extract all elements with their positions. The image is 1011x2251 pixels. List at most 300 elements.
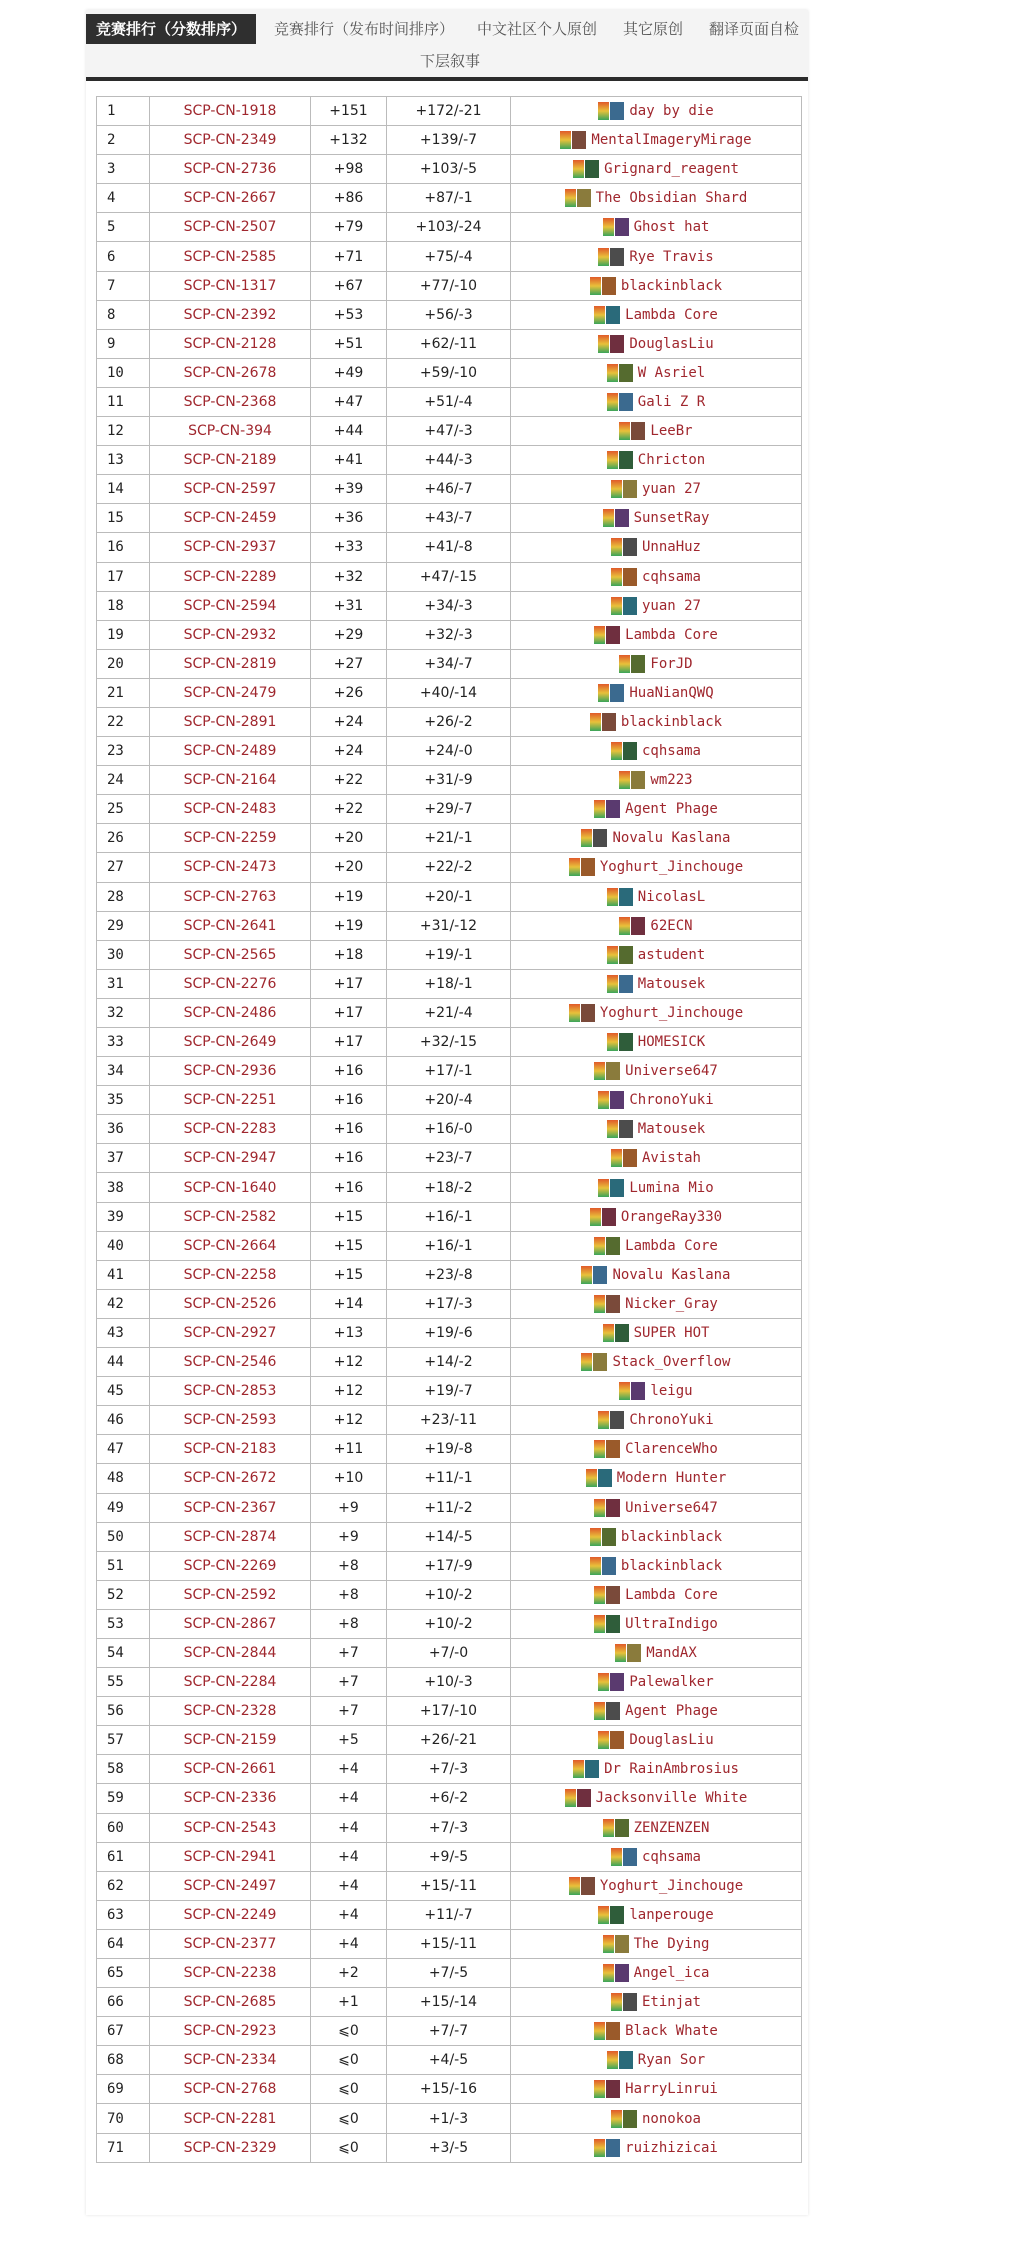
article-link[interactable]: SCP-CN-2249 <box>150 1900 311 1929</box>
rank-cell: 11 <box>97 387 150 416</box>
author-link[interactable]: Dr RainAmbrosius <box>604 1761 739 1778</box>
rank-cell: 17 <box>97 562 150 591</box>
avatar-icon <box>610 1091 624 1109</box>
avatar-icon <box>572 131 586 149</box>
author-cell <box>511 1086 802 1115</box>
author-link[interactable]: Chricton <box>637 452 706 469</box>
article-link[interactable]: SCP-CN-2685 <box>150 1988 311 2017</box>
tab-cn-originals[interactable]: 中文社区个人原创 <box>477 20 598 38</box>
article-link[interactable]: SCP-CN-2183 <box>150 1435 311 1464</box>
article-link[interactable]: SCP-CN-2328 <box>150 1697 311 1726</box>
author-cell <box>511 1144 802 1173</box>
score-cell: +49 <box>311 358 387 387</box>
author-link[interactable]: UltraIndigo <box>625 1615 718 1632</box>
rank-cell: 49 <box>97 1493 150 1522</box>
article-link[interactable]: SCP-CN-2329 <box>150 2133 311 2162</box>
votes-cell: +46/-7 <box>387 475 511 504</box>
author-link[interactable]: leigu <box>650 1383 693 1400</box>
author-link[interactable]: 62ECN <box>650 917 693 934</box>
article-link[interactable]: SCP-CN-2661 <box>150 1755 311 1784</box>
article-link[interactable]: SCP-CN-2367 <box>150 1493 311 1522</box>
karma-badge-icon <box>594 2080 605 2098</box>
article-link[interactable]: SCP-CN-2844 <box>150 1638 311 1667</box>
score-cell: +29 <box>311 620 387 649</box>
author-link[interactable]: Angel_ica <box>633 1965 710 1982</box>
article-link[interactable]: SCP-CN-2585 <box>150 242 311 271</box>
avatar-icon <box>602 1208 616 1226</box>
votes-cell: +59/-10 <box>387 358 511 387</box>
table-row <box>97 1784 802 1813</box>
article-link[interactable]: SCP-CN-2283 <box>150 1115 311 1144</box>
avatar-icon <box>606 1062 620 1080</box>
avatar-icon <box>623 480 637 498</box>
article-link[interactable]: SCP-CN-2565 <box>150 940 311 969</box>
author-cell <box>511 1929 802 1958</box>
author-link[interactable]: DouglasLiu <box>629 335 714 352</box>
rank-cell: 44 <box>97 1348 150 1377</box>
article-link[interactable]: SCP-CN-2672 <box>150 1464 311 1493</box>
karma-badge-icon <box>594 2139 605 2157</box>
author-link[interactable]: blackinblack <box>620 1557 723 1574</box>
avatar-icon <box>585 1760 599 1778</box>
avatar-icon <box>623 568 637 586</box>
table-row <box>97 1551 802 1580</box>
score-cell: +12 <box>311 1377 387 1406</box>
rank-cell: 69 <box>97 2075 150 2104</box>
author-link[interactable]: UnnaHuz <box>641 539 701 556</box>
author-cell <box>511 940 802 969</box>
author-link[interactable]: Yoghurt_Jinchouge <box>599 1004 744 1021</box>
author-link[interactable]: NicolasL <box>637 888 706 905</box>
article-link[interactable]: SCP-CN-2936 <box>150 1057 311 1086</box>
table-row <box>97 707 802 736</box>
rank-cell: 35 <box>97 1086 150 1115</box>
author-link[interactable]: blackinblack <box>620 1528 723 1545</box>
karma-badge-icon <box>603 509 614 527</box>
author-cell <box>511 1609 802 1638</box>
score-cell: +4 <box>311 1755 387 1784</box>
article-link[interactable]: SCP-CN-2164 <box>150 766 311 795</box>
author-link[interactable]: day by die <box>629 103 714 120</box>
article-link[interactable]: SCP-CN-2526 <box>150 1289 311 1318</box>
rank-cell: 2 <box>97 126 150 155</box>
author-cell <box>511 329 802 358</box>
votes-cell: +20/-4 <box>387 1086 511 1115</box>
article-link[interactable]: SCP-CN-2736 <box>150 155 311 184</box>
avatar-icon <box>619 1033 633 1051</box>
author-link[interactable]: Agent Phage <box>625 801 718 818</box>
author-link[interactable]: Palewalker <box>629 1674 714 1691</box>
article-link[interactable]: SCP-CN-2768 <box>150 2075 311 2104</box>
author-cell <box>511 824 802 853</box>
votes-cell: +14/-5 <box>387 1522 511 1551</box>
karma-badge-icon <box>607 364 618 382</box>
avatar-icon <box>602 1528 616 1546</box>
votes-cell: +103/-5 <box>387 155 511 184</box>
article-link[interactable]: SCP-CN-2546 <box>150 1348 311 1377</box>
article-link[interactable]: SCP-CN-2473 <box>150 853 311 882</box>
table-row <box>97 1202 802 1231</box>
author-link[interactable]: Ghost hat <box>633 219 710 236</box>
karma-badge-icon <box>615 1644 626 1662</box>
author-link[interactable]: yuan 27 <box>641 597 701 614</box>
karma-badge-icon <box>594 306 605 324</box>
author-cell <box>511 853 802 882</box>
score-cell: +26 <box>311 678 387 707</box>
karma-badge-icon <box>619 917 630 935</box>
article-link[interactable]: SCP-CN-2582 <box>150 1202 311 1231</box>
author-cell <box>511 213 802 242</box>
article-link[interactable]: SCP-CN-2867 <box>150 1609 311 1638</box>
avatar-icon <box>631 422 645 440</box>
avatar-icon <box>619 1120 633 1138</box>
article-link[interactable]: SCP-CN-2664 <box>150 1231 311 1260</box>
table-row <box>97 1813 802 1842</box>
table-row <box>97 795 802 824</box>
karma-badge-icon <box>603 1935 614 1953</box>
votes-cell: +7/-5 <box>387 1959 511 1988</box>
avatar-icon <box>619 888 633 906</box>
avatar-icon <box>610 1906 624 1924</box>
author-link[interactable]: The Obsidian Shard <box>595 190 748 207</box>
author-link[interactable]: OrangeRay330 <box>620 1208 723 1225</box>
votes-cell: +10/-2 <box>387 1580 511 1609</box>
article-link[interactable]: SCP-CN-2483 <box>150 795 311 824</box>
author-link[interactable]: Universe647 <box>625 1499 718 1516</box>
article-link[interactable]: SCP-CN-1640 <box>150 1173 311 1202</box>
author-cell <box>511 882 802 911</box>
rank-cell: 56 <box>97 1697 150 1726</box>
author-link[interactable]: ZENZENZEN <box>633 1819 710 1836</box>
rank-cell: 29 <box>97 911 150 940</box>
article-link[interactable]: SCP-CN-1918 <box>150 97 311 126</box>
article-link[interactable]: SCP-CN-2927 <box>150 1318 311 1347</box>
author-link[interactable]: Black Whate <box>625 2023 718 2040</box>
votes-cell: +21/-4 <box>387 998 511 1027</box>
article-link[interactable]: SCP-CN-2593 <box>150 1406 311 1435</box>
author-link[interactable]: LeeBr <box>650 423 693 440</box>
author-cell <box>511 1318 802 1347</box>
author-link[interactable]: DouglasLiu <box>629 1732 714 1749</box>
article-link[interactable]: SCP-CN-2377 <box>150 1929 311 1958</box>
article-link[interactable]: SCP-CN-2641 <box>150 911 311 940</box>
score-cell: +24 <box>311 707 387 736</box>
karma-badge-icon <box>590 713 601 731</box>
author-link[interactable]: Grignard_reagent <box>604 161 739 178</box>
article-link[interactable]: SCP-CN-2259 <box>150 824 311 853</box>
author-link[interactable]: Yoghurt_Jinchouge <box>599 859 744 876</box>
votes-cell: +34/-3 <box>387 591 511 620</box>
author-link[interactable]: ClarenceWho <box>625 1441 718 1458</box>
karma-badge-icon <box>603 1819 614 1837</box>
author-link[interactable]: yuan 27 <box>641 481 701 498</box>
tab-other-originals[interactable]: 其它原创 <box>623 20 684 38</box>
votes-cell: +23/-8 <box>387 1260 511 1289</box>
author-cell <box>511 1726 802 1755</box>
article-link[interactable]: SCP-CN-2281 <box>150 2104 311 2133</box>
article-link[interactable]: SCP-CN-2947 <box>150 1144 311 1173</box>
article-link[interactable]: SCP-CN-2334 <box>150 2046 311 2075</box>
votes-cell: +21/-1 <box>387 824 511 853</box>
rank-cell: 54 <box>97 1638 150 1667</box>
karma-badge-icon <box>598 1411 609 1429</box>
score-cell: +17 <box>311 998 387 1027</box>
author-link[interactable]: cqhsama <box>641 1848 701 1865</box>
table-row <box>97 387 802 416</box>
author-link[interactable]: Jacksonville White <box>595 1790 748 1807</box>
author-link[interactable]: ruizhizicai <box>625 2139 718 2156</box>
avatar-icon <box>606 800 620 818</box>
rank-cell: 50 <box>97 1522 150 1551</box>
table-row <box>97 1929 802 1958</box>
article-link[interactable]: SCP-CN-2649 <box>150 1028 311 1057</box>
article-link[interactable]: SCP-CN-2678 <box>150 358 311 387</box>
author-link[interactable]: wm223 <box>650 772 693 789</box>
article-link[interactable]: SCP-CN-2874 <box>150 1522 311 1551</box>
table-row <box>97 213 802 242</box>
tab-lower-narrative[interactable]: 下层叙事 <box>420 52 481 70</box>
author-link[interactable]: SunsetRay <box>633 510 710 527</box>
avatar-icon <box>610 684 624 702</box>
votes-cell: +15/-14 <box>387 1988 511 2017</box>
article-link[interactable]: SCP-CN-2128 <box>150 329 311 358</box>
avatar-icon <box>585 160 599 178</box>
article-link[interactable]: SCP-CN-2479 <box>150 678 311 707</box>
avatar-icon <box>606 626 620 644</box>
article-link[interactable]: SCP-CN-2543 <box>150 1813 311 1842</box>
rank-cell: 61 <box>97 1842 150 1871</box>
author-link[interactable]: HarryLinrui <box>625 2081 718 2098</box>
karma-badge-icon <box>573 160 584 178</box>
author-link[interactable]: Lumina Mio <box>629 1179 714 1196</box>
author-link[interactable]: Matousek <box>637 1121 706 1138</box>
article-link[interactable]: SCP-CN-2486 <box>150 998 311 1027</box>
karma-badge-icon <box>590 1557 601 1575</box>
author-link[interactable]: nonokoa <box>641 2110 701 2127</box>
article-link[interactable]: SCP-CN-2592 <box>150 1580 311 1609</box>
karma-badge-icon <box>611 742 622 760</box>
author-link[interactable]: Gali Z R <box>637 393 706 410</box>
author-cell <box>511 533 802 562</box>
author-link[interactable]: HuaNianQWQ <box>629 684 714 701</box>
author-link[interactable]: Lambda Core <box>625 1586 718 1603</box>
votes-cell: +24/-0 <box>387 737 511 766</box>
article-link[interactable]: SCP-CN-2763 <box>150 882 311 911</box>
article-link[interactable]: SCP-CN-2891 <box>150 707 311 736</box>
article-link[interactable]: SCP-CN-2276 <box>150 969 311 998</box>
avatar-icon <box>610 1411 624 1429</box>
avatar-icon <box>610 335 624 353</box>
author-link[interactable]: Novalu Kaslana <box>612 830 731 847</box>
author-cell <box>511 1464 802 1493</box>
tab-score-ranking[interactable]: 竞赛排行（分数排序） <box>86 14 256 44</box>
author-cell <box>511 1697 802 1726</box>
score-cell: +8 <box>311 1580 387 1609</box>
score-cell: +13 <box>311 1318 387 1347</box>
rank-cell: 48 <box>97 1464 150 1493</box>
votes-cell: +4/-5 <box>387 2046 511 2075</box>
article-link[interactable]: SCP-CN-2258 <box>150 1260 311 1289</box>
article-link[interactable]: SCP-CN-2336 <box>150 1784 311 1813</box>
table-row <box>97 1435 802 1464</box>
votes-cell: +15/-11 <box>387 1929 511 1958</box>
rank-cell: 9 <box>97 329 150 358</box>
table-row <box>97 1493 802 1522</box>
author-cell <box>511 1638 802 1667</box>
rank-cell: 51 <box>97 1551 150 1580</box>
article-link[interactable]: SCP-CN-2251 <box>150 1086 311 1115</box>
table-row <box>97 533 802 562</box>
avatar-icon <box>627 1644 641 1662</box>
article-link[interactable]: SCP-CN-2497 <box>150 1871 311 1900</box>
author-link[interactable]: cqhsama <box>641 568 701 585</box>
author-cell <box>511 562 802 591</box>
article-link[interactable]: SCP-CN-2594 <box>150 591 311 620</box>
rank-cell: 55 <box>97 1668 150 1697</box>
avatar-icon <box>623 1993 637 2011</box>
votes-cell: +10/-2 <box>387 1609 511 1638</box>
article-link[interactable]: SCP-CN-2368 <box>150 387 311 416</box>
author-link[interactable]: Ryan Sor <box>637 2052 706 2069</box>
table-row <box>97 1755 802 1784</box>
rank-cell: 25 <box>97 795 150 824</box>
karma-badge-icon <box>560 131 571 149</box>
votes-cell: +11/-1 <box>387 1464 511 1493</box>
article-link[interactable]: SCP-CN-2667 <box>150 184 311 213</box>
article-link[interactable]: SCP-CN-2853 <box>150 1377 311 1406</box>
author-link[interactable]: Etinjat <box>641 1994 701 2011</box>
table-row <box>97 417 802 446</box>
table-row <box>97 2104 802 2133</box>
avatar-icon <box>606 2139 620 2157</box>
table-row <box>97 2133 802 2162</box>
article-link[interactable]: SCP-CN-2284 <box>150 1668 311 1697</box>
author-cell <box>511 242 802 271</box>
karma-badge-icon <box>607 975 618 993</box>
karma-badge-icon <box>581 1353 592 1371</box>
author-link[interactable]: Rye Travis <box>629 248 714 265</box>
article-link[interactable]: SCP-CN-2923 <box>150 2017 311 2046</box>
author-link[interactable]: Agent Phage <box>625 1703 718 1720</box>
score-cell: +18 <box>311 940 387 969</box>
article-link[interactable]: SCP-CN-2349 <box>150 126 311 155</box>
article-link[interactable]: SCP-CN-2932 <box>150 620 311 649</box>
author-cell <box>511 998 802 1027</box>
author-link[interactable]: blackinblack <box>620 277 723 294</box>
author-link[interactable]: The Dying <box>633 1935 710 1952</box>
table-row <box>97 1871 802 1900</box>
avatar-icon <box>606 1615 620 1633</box>
author-link[interactable]: Lambda Core <box>625 1237 718 1254</box>
author-link[interactable]: Nicker_Gray <box>625 1295 718 1312</box>
author-link[interactable]: lanperouge <box>629 1906 714 1923</box>
author-cell <box>511 911 802 940</box>
author-link[interactable]: Stack_Overflow <box>612 1354 731 1371</box>
article-link[interactable]: SCP-CN-2489 <box>150 737 311 766</box>
article-link[interactable]: SCP-CN-2941 <box>150 1842 311 1871</box>
score-cell: ⩽0 <box>311 2133 387 2162</box>
article-link[interactable]: SCP-CN-2819 <box>150 649 311 678</box>
article-link[interactable]: SCP-CN-2459 <box>150 504 311 533</box>
article-link[interactable]: SCP-CN-2189 <box>150 446 311 475</box>
votes-cell: +62/-11 <box>387 329 511 358</box>
tab-time-ranking[interactable]: 竞赛排行（发布时间排序） <box>274 20 455 38</box>
article-link[interactable]: SCP-CN-2507 <box>150 213 311 242</box>
article-link[interactable]: SCP-CN-2937 <box>150 533 311 562</box>
author-link[interactable]: astudent <box>637 946 706 963</box>
article-link[interactable]: SCP-CN-394 <box>150 417 311 446</box>
author-link[interactable]: Novalu Kaslana <box>612 1266 731 1283</box>
article-link[interactable]: SCP-CN-2238 <box>150 1959 311 1988</box>
score-cell: +79 <box>311 213 387 242</box>
karma-badge-icon <box>581 829 592 847</box>
tab-translation-check[interactable]: 翻译页面自检 <box>709 20 800 38</box>
avatar-icon <box>619 451 633 469</box>
author-link[interactable]: Avistah <box>641 1150 701 1167</box>
author-link[interactable]: MandAX <box>646 1645 697 1662</box>
rank-cell: 71 <box>97 2133 150 2162</box>
avatar-icon <box>602 713 616 731</box>
article-link[interactable]: SCP-CN-2289 <box>150 562 311 591</box>
author-link[interactable]: Lambda Core <box>625 626 718 643</box>
author-link[interactable]: Matousek <box>637 975 706 992</box>
score-cell: +10 <box>311 1464 387 1493</box>
rank-cell: 34 <box>97 1057 150 1086</box>
karma-badge-icon <box>594 1586 605 1604</box>
author-link[interactable]: ChronoYuki <box>629 1092 714 1109</box>
karma-badge-icon <box>607 393 618 411</box>
author-link[interactable]: Universe647 <box>625 1063 718 1080</box>
article-link[interactable]: SCP-CN-2392 <box>150 300 311 329</box>
score-cell: +15 <box>311 1202 387 1231</box>
votes-cell: +17/-3 <box>387 1289 511 1318</box>
rank-cell: 52 <box>97 1580 150 1609</box>
author-link[interactable]: blackinblack <box>620 714 723 731</box>
karma-badge-icon <box>594 800 605 818</box>
votes-cell: +31/-12 <box>387 911 511 940</box>
avatar-icon <box>623 1848 637 1866</box>
author-link[interactable]: ChronoYuki <box>629 1412 714 1429</box>
author-link[interactable]: Lambda Core <box>625 306 718 323</box>
author-link[interactable]: Yoghurt_Jinchouge <box>599 1877 744 1894</box>
author-link[interactable]: HOMESICK <box>637 1034 706 1051</box>
ranking-table <box>96 96 802 2163</box>
karma-badge-icon <box>607 888 618 906</box>
author-link[interactable]: Modern Hunter <box>616 1470 727 1487</box>
article-link[interactable]: SCP-CN-2159 <box>150 1726 311 1755</box>
table-row <box>97 824 802 853</box>
karma-badge-icon <box>590 1528 601 1546</box>
table-row <box>97 329 802 358</box>
author-link[interactable]: MentalImageryMirage <box>591 132 752 149</box>
author-link[interactable]: ForJD <box>650 655 693 672</box>
score-cell: +8 <box>311 1609 387 1638</box>
article-link[interactable]: SCP-CN-2597 <box>150 475 311 504</box>
article-link[interactable]: SCP-CN-1317 <box>150 271 311 300</box>
avatar-icon <box>610 1673 624 1691</box>
rank-cell: 23 <box>97 737 150 766</box>
avatar-icon <box>619 2051 633 2069</box>
avatar-icon <box>602 277 616 295</box>
rank-cell: 36 <box>97 1115 150 1144</box>
article-link[interactable]: SCP-CN-2269 <box>150 1551 311 1580</box>
score-cell: +53 <box>311 300 387 329</box>
score-cell: +19 <box>311 882 387 911</box>
author-link[interactable]: SUPER HOT <box>633 1324 710 1341</box>
author-link[interactable]: cqhsama <box>641 743 701 760</box>
author-link[interactable]: W Asriel <box>637 364 706 381</box>
table-row <box>97 184 802 213</box>
